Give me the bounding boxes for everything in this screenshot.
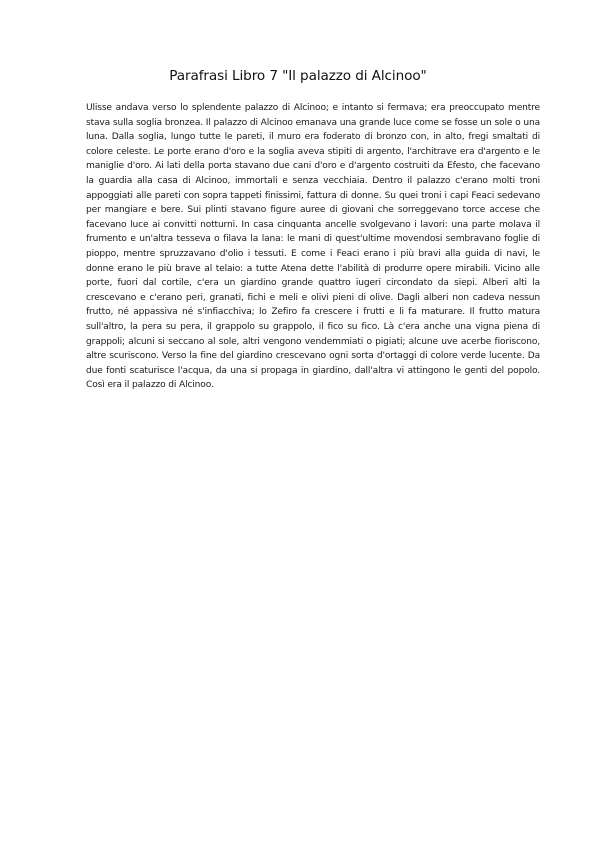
body-paragraph: Ulisse andava verso lo splendente palazzo di Alcinoo; e intanto si fermava; era preoccupato mentre stava sulla soglia bronzea. Il palazzo di Alcinoo emanava una grande luce come se fosse un sole o una luna. Dalla soglia, lungo tutte le pareti, il muro era foderato di bronzo con, in alto, fregi smaltati di colore celeste. Le porte erano d'oro e la soglia aveva stipiti di argento, l'architrave era d'argento e le maniglie d'oro. Ai lati della porta stavano due cani d'oro e d'argento costruiti da Efesto, che facevano la guardia alla casa di Alcinoo, immortali e senza vecchiaia. Dentro il palazzo c'erano molti troni appoggiati alle pareti con sopra tappeti finissimi, fattura di donne. Su quei troni i capi Feaci sedevano per mangiare e bere. Sui plinti stavano figure auree di giovani che sorreggevano torce accese che facevano luce ai convitti notturni. In casa cinquanta ancelle svolgevano i lavori: una parte molava il frumento e un'altra tesseva o filava la lana: le mani di quest'ultime movendosi sembravano foglie di pioppo, mentre spruzzavano d'olio i tessuti. E come i Feaci erano i più bravi alla guida di navi, le donne erano le più brave al telaio: a tutte Atena dette l'abilità di produrre opere mirabili. Vicino alle porte, fuori dal cortile, c'era un giardino grande quattro iugeri circondato da siepi. Alberi alti la crescevano e c'erano peri, granati, fichi e meli e olivi pieni di olive. Dagli alberi non cadeva nessun frutto, né appassiva né s'infiacchiva; lo Zefiro fa crescere i frutti e li fa maturare. Il frutto matura sull'altro, la pera su pera, il grappolo su grappolo, il fico su fico. Là c'era anche una vigna piena di grappoli; alcuni si seccano al sole, altri vengono vendemmiati o pigiati; alcune uve acerbe fioriscono, altre scuriscono. Verso la fine del giardino crescevano ogni sorta d'ortaggi di colore verde lucente. Da due fonti scaturisce l'acqua, da una si propaga in giardino, dall'altra vi attingono le genti del popolo. Così era il palazzo di Alcinoo. [86, 103, 540, 391]
document-title: Parafrasi Libro 7 "Il palazzo di Alcinoo" [169, 68, 427, 84]
